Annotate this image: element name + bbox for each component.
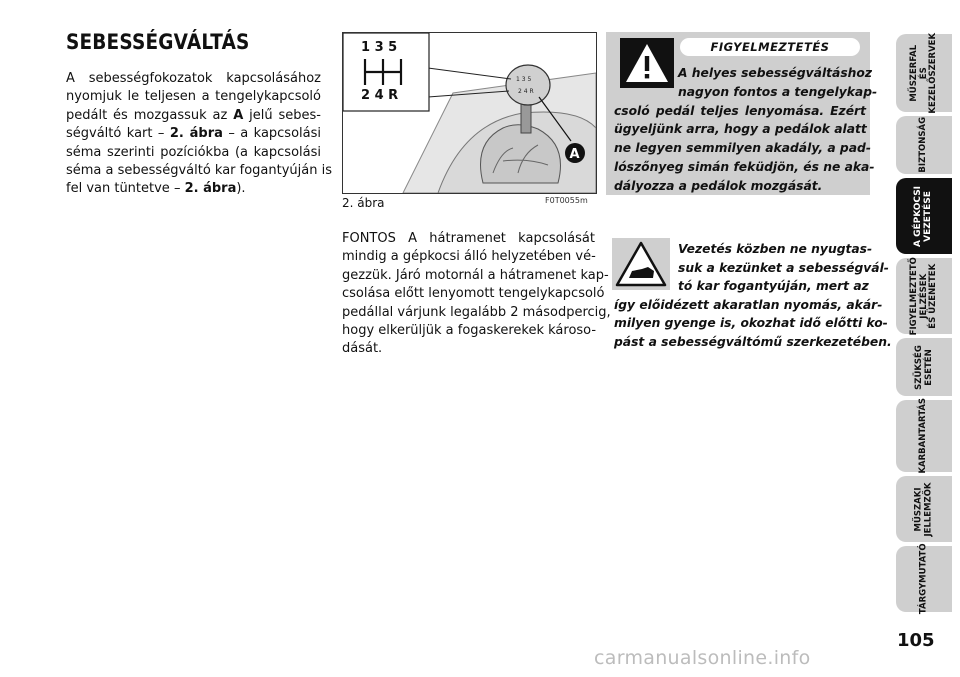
- caution-line: Vezetés közben ne nyugtas-: [678, 242, 873, 256]
- tab-biztonsag[interactable]: BIZTONSÁG: [896, 116, 952, 174]
- intro-line: A sebességfokozatok kapcsolásához: [66, 71, 321, 86]
- fontos-line: pedállal várjunk legalább 2 másodpercig,: [342, 304, 611, 320]
- fontos-line: dását.: [342, 341, 383, 357]
- tab-muszaki-jellemzok[interactable]: MŰSZAKI JELLEMZŐK: [896, 476, 952, 542]
- fontos-line: FONTOS A hátramenet kapcsolását: [342, 231, 595, 246]
- warning-text: [614, 64, 878, 196]
- warning-line: lószőnyeg simán feküdjön, és ne aka-: [614, 159, 875, 174]
- svg-text:2 4 R: 2 4 R: [518, 88, 534, 95]
- caution-line: tó kar fogantyúján, mert az: [678, 279, 869, 294]
- warning-line: ne legyen semmilyen akadály, a pad-: [614, 141, 871, 156]
- intro-line: fel van tüntetve – 2. ábra).: [66, 181, 246, 197]
- svg-text:1 3 5: 1 3 5: [516, 76, 532, 83]
- gear-pattern-top-label: 1 3 5: [361, 40, 398, 55]
- tab-szukseg-eseten[interactable]: SZÜKSÉG ESETÉN: [896, 338, 952, 396]
- figure-caption: 2. ábra: [342, 196, 385, 210]
- label-a: A: [569, 147, 580, 162]
- caution-line: így előidézett akaratlan nyomás, akár-: [614, 297, 883, 312]
- tab-figyelmezteto[interactable]: FIGYELMEZTETŐ JELZÉSEK ÉS ÜZENETEK: [896, 258, 952, 334]
- caution-line: suk a kezünket a sebességvál-: [678, 260, 889, 275]
- fontos-line: mindig a gépkocsi álló helyzetében vé-: [342, 249, 596, 265]
- tab-karbantartas[interactable]: KARBANTARTÁS: [896, 400, 952, 472]
- warning-line: dályozza a pedálok mozgását.: [614, 178, 823, 193]
- caution-line: milyen gyenge is, okozhat idő előtti ko-: [614, 316, 888, 331]
- caution-line: pást a sebességváltómű szerkezetében.: [614, 334, 892, 349]
- fontos-paragraph: [342, 230, 611, 359]
- intro-paragraph: [66, 70, 332, 199]
- figure-code: F0T0055m: [545, 196, 588, 205]
- warning-label: FIGYELMEZTETÉS: [680, 38, 860, 56]
- gear-shift-figure: [342, 32, 597, 194]
- intro-line: nyomjuk le teljesen a tengelykapcsoló: [66, 89, 321, 105]
- caution-text: [614, 240, 892, 352]
- tab-gepkocsi-vezetese[interactable]: A GÉPKOCSI VEZETÉSE: [896, 178, 952, 254]
- tab-muszerfal[interactable]: MŰSZERFAL ÉS KEZELŐSZERVEK: [896, 34, 952, 112]
- intro-line: ségváltó kart – 2. ábra – a kapcsolási: [66, 126, 322, 142]
- warning-line: csoló pedál teljes lenyomása. Ezért: [614, 103, 866, 118]
- fontos-line: hogy elkerüljük a fogaskerekek károso-: [342, 323, 597, 339]
- page-number: 105: [897, 630, 935, 651]
- warning-line: ügyeljünk arra, hogy a pedálok alatt: [614, 122, 867, 137]
- watermark-text: carmanualsonline.info: [594, 647, 811, 669]
- gear-lever-illustration: [343, 33, 596, 193]
- fontos-line: gezzük. Járó motornál a hátramenet kap-: [342, 267, 609, 283]
- section-title: SEBESSÉGVÁLTÁS: [66, 30, 250, 54]
- gear-pattern-bottom-label: 2 4 R: [361, 88, 399, 103]
- intro-line: pedált és mozgassuk az A jelű sebes-: [66, 107, 321, 123]
- warning-line: A helyes sebességváltáshoz: [678, 66, 873, 80]
- intro-line: séma a sebességváltó kar fogantyúján is: [66, 163, 332, 179]
- fontos-line: csolása előtt lenyomott tengelykapcsoló: [342, 286, 605, 302]
- tab-targymutato[interactable]: TÁRGYMUTATÓ: [896, 546, 952, 612]
- intro-line: séma szerinti pozíciókba (a kapcsolási: [66, 144, 321, 160]
- warning-line: nagyon fontos a tengelykap-: [678, 84, 878, 99]
